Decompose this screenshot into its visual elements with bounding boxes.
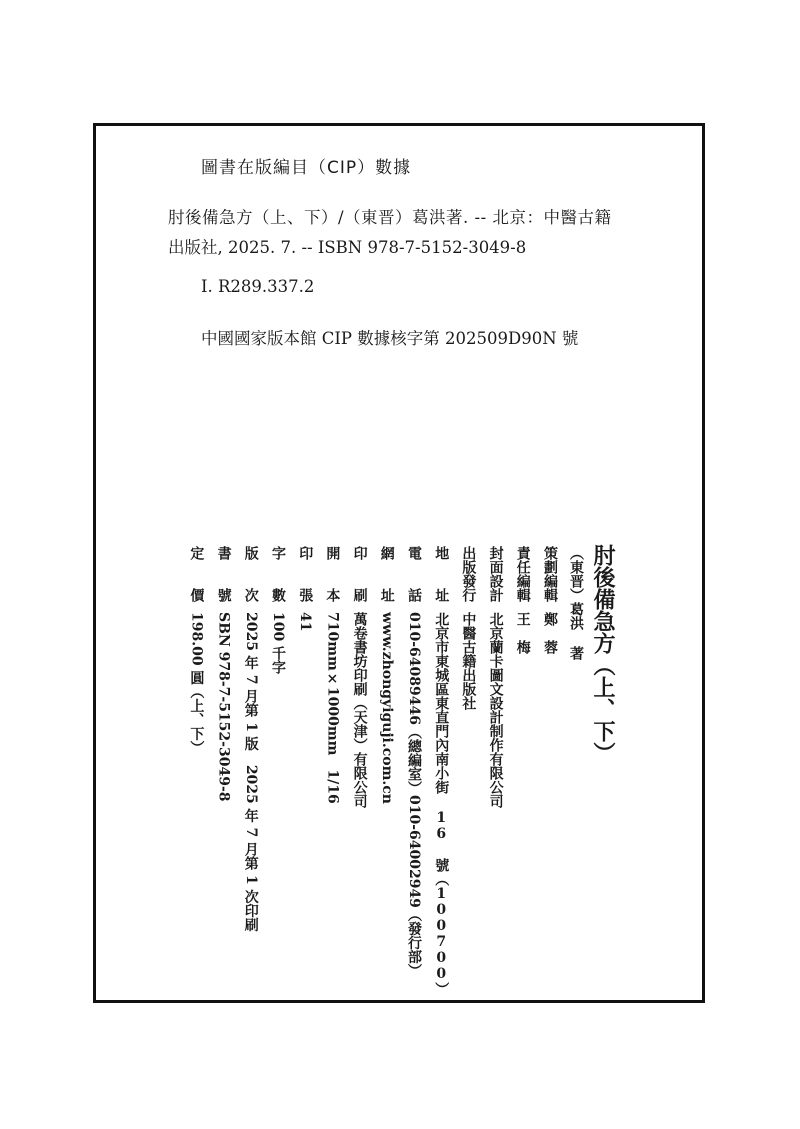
colophon-label: 封面設計 bbox=[487, 546, 504, 602]
colophon-label: 策劃編輯 bbox=[542, 546, 558, 602]
colophon-row bbox=[295, 546, 315, 631]
colophon-value: 2025 年 7 月第 1 版 2025 年 7 月第 1 次印刷 bbox=[242, 612, 259, 932]
cip-line-1: 肘後備急方（上、下）/（東晋）葛洪著. -- 北京：中醫古籍 bbox=[168, 208, 612, 227]
colophon-label: 書 號 bbox=[215, 546, 232, 602]
colophon-value: 北京市東城區東直門內南小街 16 號（100700） bbox=[433, 612, 450, 996]
colophon-label: 電 話 bbox=[406, 546, 422, 602]
colophon-value: 中醫古籍出版社 bbox=[460, 612, 477, 710]
colophon-label: 責任編輯 bbox=[514, 546, 531, 602]
colophon-row bbox=[540, 546, 560, 654]
colophon-row bbox=[513, 546, 533, 654]
colophon-label: 印 刷 bbox=[351, 546, 368, 602]
colophon-value: 萬卷書坊印刷（天津）有限公司 bbox=[351, 612, 368, 808]
colophon-value: 010-64089446（總編室）010-64002949（發行部） bbox=[406, 612, 422, 978]
colophon-value: 王 梅 bbox=[514, 612, 531, 654]
colophon-row bbox=[404, 546, 424, 978]
colophon-row bbox=[486, 546, 506, 808]
colophon-label: 版 次 bbox=[242, 546, 259, 602]
author-value: （東晋）葛洪 著 bbox=[568, 546, 584, 660]
colophon-row bbox=[458, 546, 478, 710]
colophon-label: 出版發行 bbox=[460, 546, 477, 602]
book-title: 肘後備急方（上、下） bbox=[590, 544, 616, 764]
colophon-row bbox=[268, 546, 288, 674]
colophon-label: 印 張 bbox=[297, 546, 314, 602]
colophon-row bbox=[322, 546, 342, 804]
colophon-label: 定 價 bbox=[188, 546, 205, 602]
cip-line-4: 中國國家版本館 CIP 數據核字第 202509D90N 號 bbox=[201, 329, 579, 348]
colophon-row bbox=[377, 546, 397, 804]
colophon-row bbox=[241, 546, 261, 932]
colophon-row bbox=[214, 546, 234, 802]
colophon-value: 100 千字 bbox=[270, 612, 286, 675]
colophon-label: 地 址 bbox=[433, 546, 450, 602]
colophon-row bbox=[350, 546, 370, 808]
colophon-value: 北京蘭卡圖文設計制作有限公司 bbox=[487, 612, 504, 808]
author-line bbox=[566, 546, 586, 660]
colophon-row bbox=[431, 546, 451, 996]
colophon-label: 字 數 bbox=[270, 546, 286, 602]
colophon-value: 710mm×1000mm 1/16 bbox=[324, 612, 341, 804]
cip-line-3: Ⅰ. R289.337.2 bbox=[201, 277, 315, 296]
colophon-value: 鄭 蓉 bbox=[542, 612, 558, 654]
cip-line-2: 出版社, 2025. 7. -- ISBN 978-7-5152-3049-8 bbox=[168, 238, 527, 257]
colophon-value: SBN 978-7-5152-3049-8 bbox=[215, 612, 232, 802]
colophon-row bbox=[186, 546, 206, 754]
colophon-label: 網 址 bbox=[378, 546, 395, 602]
colophon-value: www.zhongyiguji.com.cn bbox=[378, 612, 395, 804]
cip-heading: 圖書在版編目（CIP）數據 bbox=[201, 158, 412, 178]
colophon-value: 41 bbox=[297, 612, 314, 632]
colophon-label: 開 本 bbox=[324, 546, 341, 602]
colophon-value: 198.00 圓（上、下） bbox=[188, 612, 205, 755]
